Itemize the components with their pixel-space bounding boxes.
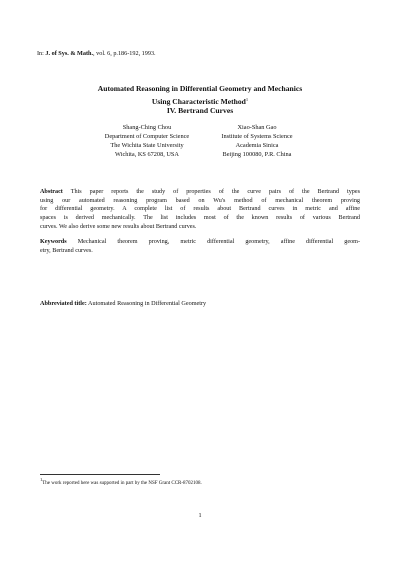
abbreviated-title-label: Abbreviated title:: [40, 300, 87, 307]
abstract-line: [40, 188, 360, 197]
paper-title-line-1: Automated Reasoning in Differential Geometry and Mechanics: [97, 84, 303, 93]
page-number: 1: [198, 512, 202, 519]
keywords-paragraph: [40, 238, 360, 255]
author-name: Shang-Ching Chou: [122, 124, 172, 131]
paper-title-line-2-text: Using Characteristic Method: [151, 97, 246, 106]
abstract-paragraph: [40, 188, 360, 232]
author-block-2: [182, 123, 332, 159]
keywords-line: [40, 238, 360, 247]
abstract-line: for differential geometry. A complete list of results about Bertrand curves in metric and affine: [40, 206, 360, 213]
title-footnote-mark: 1: [245, 97, 249, 102]
paper-subtitle: IV. Bertrand Curves: [166, 106, 234, 115]
abstract-line: spaces is derived mechanically. The list includes most of the known results of various Bertrand: [40, 215, 360, 222]
author-address: Wichita, KS 67208, USA: [115, 151, 179, 158]
footnote-rule: [40, 474, 160, 475]
keywords-text: Mechanical theorem proving, metric differential geometry, affine differential geom-: [77, 239, 360, 245]
author-name: Xiao-Shan Gao: [237, 124, 277, 131]
journal-details: , vol. 6, p.186-192, 1993.: [93, 50, 156, 57]
abstract-line: using our automated reasoning program based on Wu's method of mechanical theorem proving: [40, 197, 360, 204]
footnote-mark: 1: [40, 477, 43, 482]
journal-reference: [37, 50, 156, 57]
abbreviated-title-text: Automated Reasoning in Differential Geometry: [88, 300, 207, 307]
abstract-label: Abstract: [40, 189, 63, 195]
author-department: Department of Computer Science: [104, 133, 190, 140]
footnote: [40, 477, 202, 486]
journal-prefix: In:: [37, 50, 44, 57]
author-department: Institute of Systems Science: [221, 133, 293, 140]
author-address: Beijing 100080, P.R. China: [222, 151, 292, 158]
abstract-text: This paper reports the study of properties of the curve pairs of the Bertrand types: [70, 189, 360, 195]
keywords-line: etry, Bertrand curves.: [40, 247, 93, 254]
journal-name: J. of Sys. & Math.: [45, 50, 94, 57]
author-institution: The Wichita State University: [110, 142, 184, 149]
author-institution: Academia Sinica: [235, 142, 279, 149]
footnote-text: The work reported here was supported in part by the NSF Grant CCR-8702108.: [42, 481, 202, 486]
keywords-label: Keywords: [40, 239, 67, 245]
abbreviated-title: [40, 300, 206, 307]
abstract-line: curves. We also derive some new results about Bertrand curves.: [40, 223, 197, 230]
